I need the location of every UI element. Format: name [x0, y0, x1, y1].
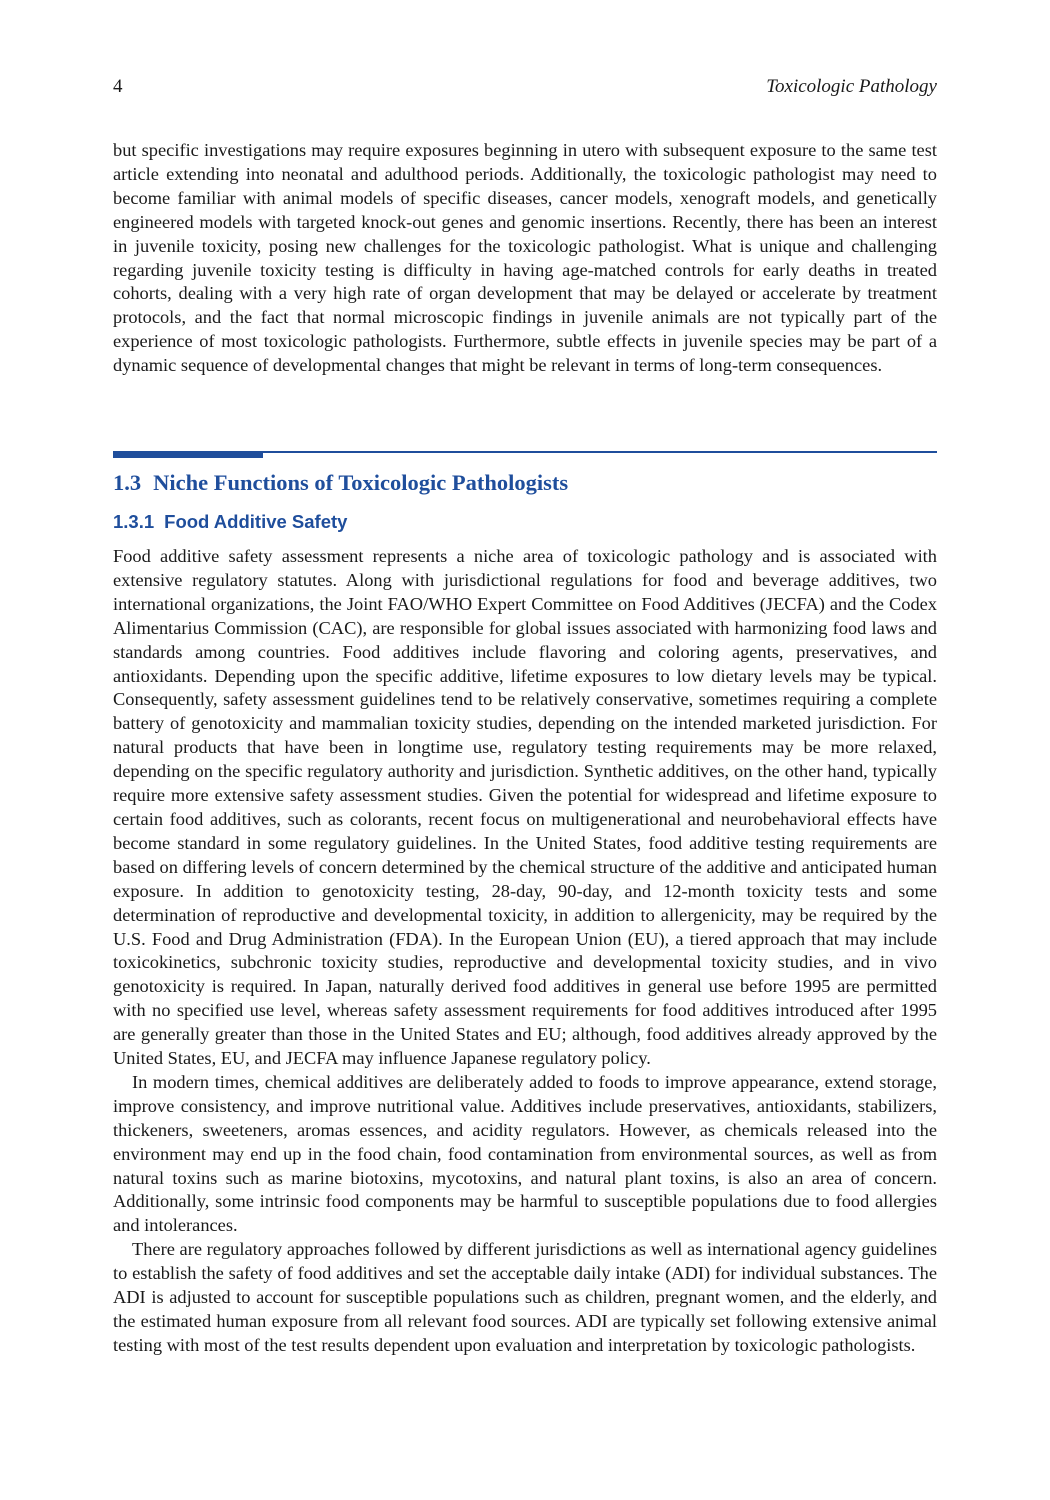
intro-paragraph: but specific investigations may require exposures beginning in utero with subsequent exposure to the same test article extending into neonatal and adulthood periods. Additionally, the toxicologic pathologist may need to become familiar with animal models of specific diseases, cancer models, xenograft models, and genetically engineered models with targeted knock-out genes and genomic insertions. Recently, there has been an interest in juvenile toxicity, posing new challenges for the toxicologic pathologist. What is unique and challenging regarding juvenile toxicity testing is difficulty in having age-matched controls for early deaths in treated cohorts, dealing with a very high rate of organ development that may be delayed or accelerate by treatment protocols, and the fact that normal microscopic findings in juvenile animals are not typically part of the experience of most toxicologic pathologists. Furthermore, subtle effects in juvenile species may be part of a dynamic sequence of developmental changes that might be relevant in terms of long-term consequences. [113, 140, 937, 376]
running-title: Toxicologic Pathology [766, 76, 937, 97]
intro-block [113, 139, 937, 378]
section-number: 1.3 [113, 470, 142, 495]
page-number: 4 [113, 76, 123, 97]
paragraph-chemical-additives: In modern times, chemical additives are deliberately added to foods to improve appearance, extend storage, improve consistency, and improve nutritional value. Additives include preservatives, antioxidants, stabilizers, thickeners, sweeteners, aromas essences, and acidity regulators. However, as chemicals released into the environment may end up in the food chain, food contamination from environmental sources, as well as from natural toxins such as marine biotoxins, mycotoxins, and natural plant toxins, is also an area of concern. Additionally, some intrinsic food components may be harmful to susceptible populations due to food allergies and intolerances. [113, 1071, 937, 1236]
running-head [113, 75, 937, 99]
section-rule [113, 451, 937, 459]
section-rule-accent-bar [113, 451, 263, 458]
section-heading [113, 468, 937, 498]
subsection-number: 1.3.1 [113, 511, 155, 532]
subsection-title: Food Additive Safety [164, 511, 348, 532]
main-text-block [113, 545, 937, 1358]
paragraph-food-additive-safety: Food additive safety assessment represents a niche area of toxicologic pathology and is associated with extensive regulatory statutes. Along with jurisdictional regulations for food and beverage additives, two international organizations, the Joint FAO/WHO Expert Committee on Food Additives (JECFA) and the Codex Alimentarius Commission (CAC), are responsible for global issues associated with harmonizing food laws and standards among countries. Food additives include flavoring and coloring agents, preservatives, and antioxidants. Depending upon the specific additive, lifetime exposures to low dietary levels may be typical. Consequently, safety assessment guidelines tend to be relatively conservative, sometimes requiring a complete battery of genotoxicity and mammalian toxicity studies, depending on the intended marketed jurisdiction. For natural products that have been in longtime use, regulatory testing requirements may be more relaxed, depending on the specific regulatory authority and jurisdiction. Synthetic additives, on the other hand, typically require more extensive safety assessment studies. Given the potential for widespread and lifetime exposure to certain food additives, such as colorants, recent focus on multigenerational and neurobehavioral effects have become standard in some regulatory guidelines. In the United States, food additive testing requirements are based on differing levels of concern determined by the chemical structure of the additive and anticipated human exposure. In addition to genotoxicity testing, 28-day, 90-day, and 12-month toxicity tests and some determination of reproductive and developmental toxicity, in addition to allergenicity, may be required by the U.S. Food and Drug Administration (FDA). In the European Union (EU), a tiered approach that may include toxicokinetics, subchronic toxicity studies, reproductive and developmental toxicity studies, and in vivo genotoxicity is required. In Japan, naturally derived food additives in general use before 1995 are permitted with no specified use level, whereas safety assessment requirements for food additives introduced after 1995 are generally greater than those in the United States and EU; although, food additives already approved by the United States, EU, and JECFA may influence Japanese regulatory policy. [113, 546, 937, 1069]
section-title: Niche Functions of Toxicologic Pathologists [153, 470, 569, 495]
subsection-heading [113, 509, 937, 535]
paragraph-regulatory-approaches: There are regulatory approaches followed by different jurisdictions as well as international agency guidelines to establish the safety of food additives and set the acceptable daily intake (ADI) for individual substances. The ADI is adjusted to account for susceptible populations such as children, pregnant women, and the elderly, and the estimated human exposure from all relevant food sources. ADI are typically set following extensive animal testing with most of the test results dependent upon evaluation and interpretation by toxicologic pathologists. [113, 1239, 937, 1355]
